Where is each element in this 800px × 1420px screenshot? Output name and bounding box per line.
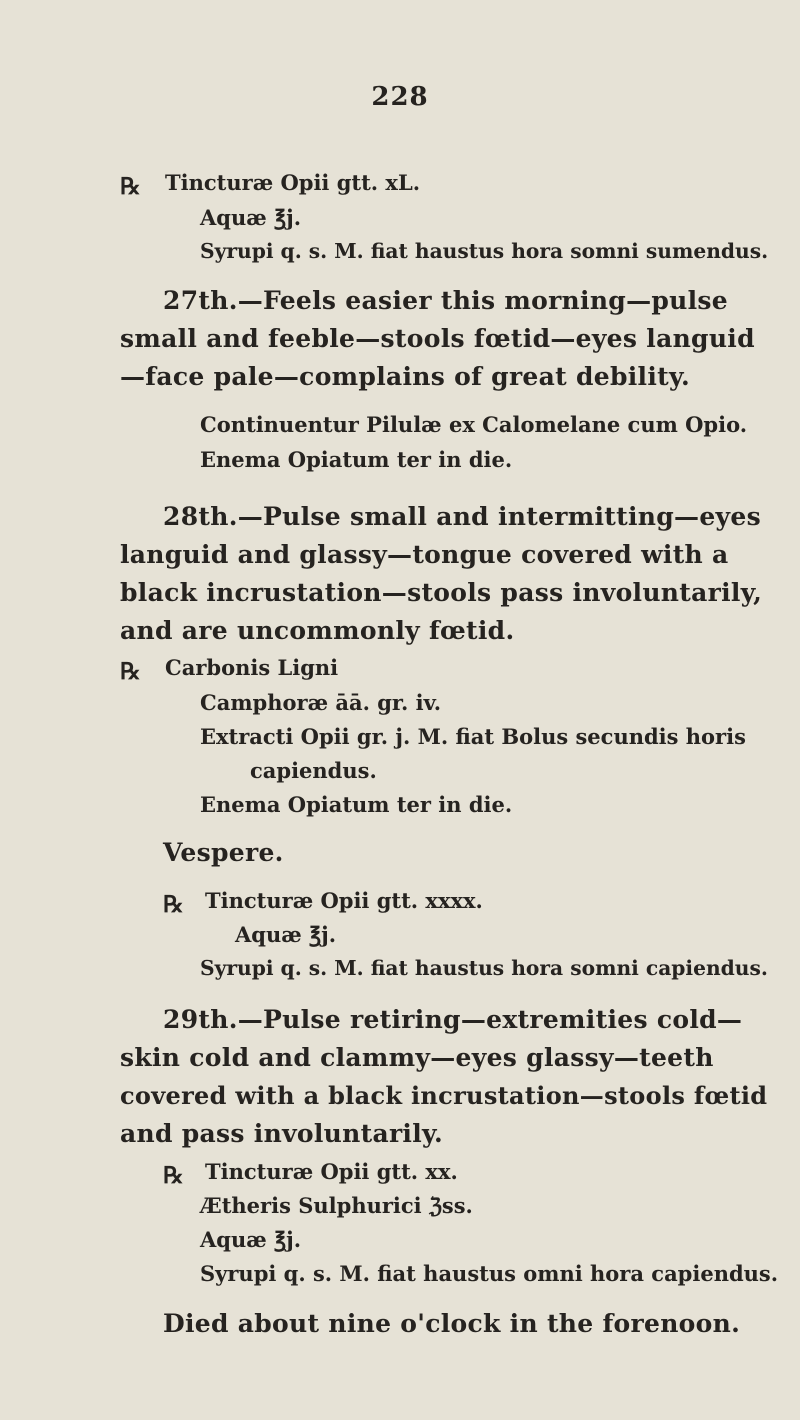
case-note-line: and pass involuntarily.	[120, 1119, 443, 1148]
prescription-line: Aquæ ℥j.	[235, 922, 337, 947]
prescription-line: Camphoræ āā. gr. iv.	[200, 690, 442, 715]
rx-symbol: ℞	[163, 891, 184, 918]
prescription-line: Carbonis Ligni	[165, 655, 339, 680]
case-note-line: 27th.—Feels easier this morning—pulse	[163, 286, 729, 315]
rx-symbol: ℞	[120, 173, 141, 200]
prescription-line: Enema Opiatum ter in die.	[200, 792, 513, 817]
prescription-line: Tincturæ Opii gtt. xx.	[205, 1159, 458, 1184]
prescription-line: Tincturæ Opii gtt. xL.	[165, 170, 421, 195]
order-line: Enema Opiatum ter in die.	[200, 447, 513, 472]
prescription-line: Syrupi q. s. M. fiat haustus hora somni capiendus.	[200, 956, 768, 980]
case-note-line: and are uncommonly fœtid.	[120, 616, 515, 645]
case-note-line: small and feeble—stools fœtid—eyes languid	[120, 324, 755, 353]
case-note-line: 29th.—Pulse retiring—extremities cold—	[163, 1005, 743, 1034]
case-note-line: covered with a black incrustation—stools fœtid	[120, 1081, 768, 1110]
prescription-line: Ætheris Sulphurici ℨss.	[200, 1193, 473, 1218]
rx-symbol: ℞	[163, 1162, 184, 1189]
prescription-line: Extracti Opii gr. j. M. fiat Bolus secundis horis	[200, 724, 746, 749]
prescription-line: Tincturæ Opii gtt. xxxx.	[205, 888, 483, 913]
case-note-line: skin cold and clammy—eyes glassy—teeth	[120, 1043, 714, 1072]
case-note-line: black incrustation—stools pass involuntarily,	[120, 578, 763, 607]
page-number: 228	[371, 82, 429, 112]
prescription-line: capiendus.	[250, 758, 377, 783]
case-note-line: languid and glassy—tongue covered with a	[120, 540, 729, 569]
prescription-line: Syrupi q. s. M. fiat haustus hora somni sumendus.	[200, 239, 769, 263]
rx-symbol: ℞	[120, 658, 141, 685]
order-line: Continuentur Pilulæ ex Calomelane cum Opio.	[200, 412, 748, 437]
closing-line: Died about nine o'clock in the forenoon.	[163, 1309, 741, 1338]
prescription-line: Aquæ ℥j.	[200, 1227, 302, 1252]
case-note-line: —face pale—complains of great debility.	[120, 362, 690, 391]
section-heading: Vespere.	[163, 838, 284, 867]
prescription-line: Aquæ ℥j.	[200, 205, 302, 230]
prescription-line: Syrupi q. s. M. fiat haustus omni hora capiendus.	[200, 1261, 779, 1286]
case-note-line: 28th.—Pulse small and intermitting—eyes	[163, 502, 761, 531]
